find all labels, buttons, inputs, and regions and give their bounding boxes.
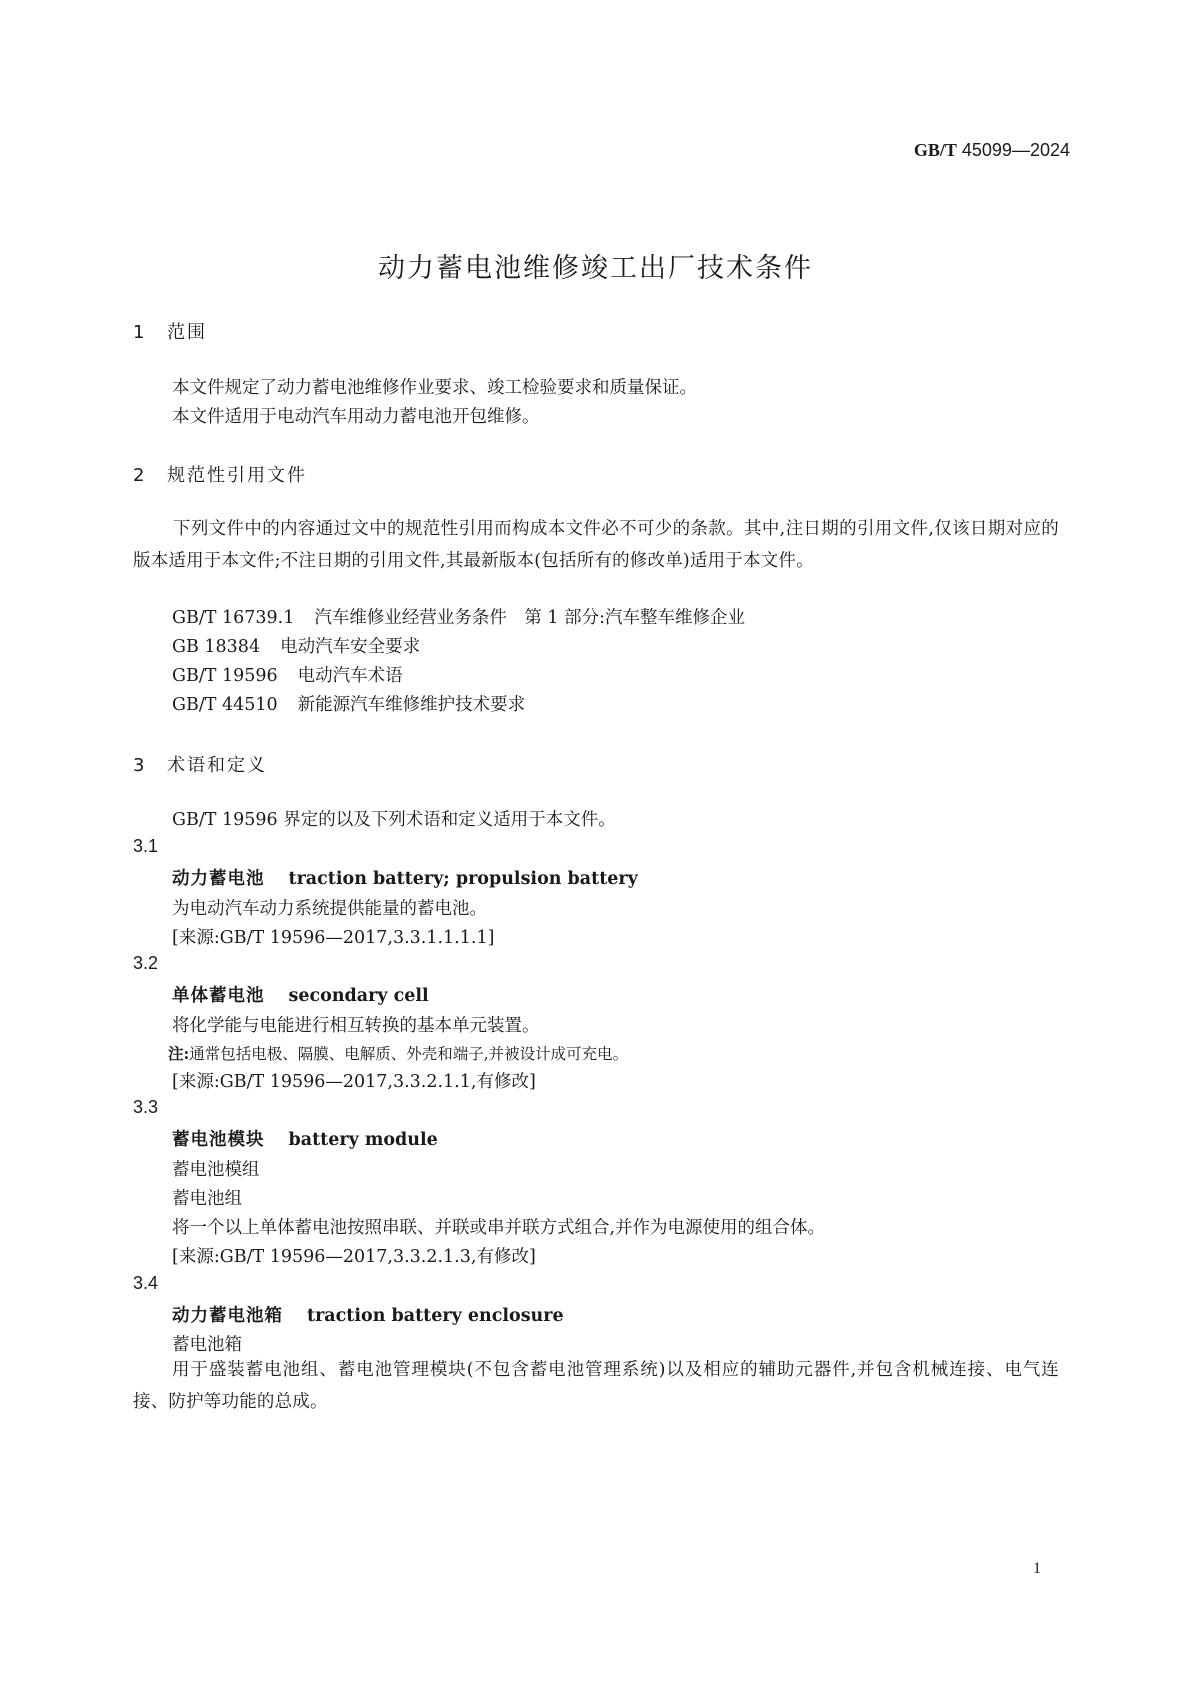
section-number: 2 (133, 465, 145, 486)
term-en: battery module (288, 1130, 438, 1150)
term-en: traction battery enclosure (307, 1306, 564, 1326)
reference-code: GB/T 16739.1 (172, 608, 295, 628)
reference-code: GB 18384 (172, 637, 261, 657)
section-title: 范围 (167, 322, 207, 343)
note-label: 注: (168, 1044, 190, 1063)
term-heading (172, 982, 429, 1007)
terms-intro: GB/T 19596 界定的以及下列术语和定义适用于本文件。 (172, 810, 616, 830)
term-en: traction battery; propulsion battery (288, 869, 638, 889)
term-number: 3.4 (133, 1273, 159, 1293)
reference-item (172, 604, 745, 629)
standard-prefix: GB/T (913, 140, 957, 160)
term-synonym: 蓄电池组 (172, 1189, 242, 1209)
document-title: 动力蓄电池维修竣工出厂技术条件 (378, 253, 813, 284)
term-zh: 动力蓄电池 (172, 869, 265, 889)
section-title: 规范性引用文件 (167, 465, 307, 486)
page-number: 1 (1033, 1560, 1041, 1577)
term-source: [来源:GB/T 19596—2017,3.3.2.1.3,有修改] (172, 1247, 536, 1267)
term-heading (172, 1126, 438, 1151)
section-title: 术语和定义 (167, 755, 267, 776)
term-source: [来源:GB/T 19596—2017,3.3.2.1.1,有修改] (172, 1072, 536, 1092)
reference-item (172, 633, 420, 658)
term-heading (172, 1302, 564, 1327)
section-3-heading (133, 751, 267, 777)
paragraph: 本文件适用于电动汽车用动力蓄电池开包维修。 (172, 407, 540, 427)
reference-code: GB/T 44510 (172, 695, 278, 715)
term-zh: 蓄电池模块 (172, 1130, 265, 1150)
standard-code: 45099—2024 (956, 140, 1070, 160)
section-1-heading (133, 318, 207, 344)
term-en: secondary cell (288, 986, 429, 1006)
reference-code: GB/T 19596 (172, 666, 278, 686)
term-number: 3.2 (133, 953, 159, 973)
reference-title: 汽车维修业经营业务条件 第 1 部分:汽车整车维修企业 (314, 608, 745, 628)
term-synonym: 蓄电池模组 (172, 1160, 260, 1180)
term-zh: 单体蓄电池 (172, 986, 265, 1006)
reference-title: 电动汽车安全要求 (280, 637, 421, 657)
term-number: 3.3 (133, 1097, 159, 1117)
term-synonym: 蓄电池箱 (172, 1335, 242, 1355)
term-heading (172, 865, 638, 890)
standard-number (914, 140, 1070, 161)
references-intro: 下列文件中的内容通过文中的规范性引用而构成本文件必不可少的条款。其中,注日期的引用文件,仅该日期对应的版本适用于本文件;不注日期的引用文件,其最新版本(包括所有的修改单)适用于本文件。 (133, 519, 1059, 571)
reference-item (172, 662, 403, 687)
section-number: 3 (133, 755, 145, 776)
section-number: 1 (133, 322, 145, 343)
term-number: 3.1 (133, 836, 159, 856)
reference-title: 新能源汽车维修维护技术要求 (297, 695, 526, 715)
reference-title: 电动汽车术语 (297, 666, 403, 686)
term-definition: 用于盛装蓄电池组、蓄电池管理模块(不包含蓄电池管理系统)以及相应的辅助元器件,并包含机械连接、电气连接、防护等功能的总成。 (133, 1360, 1059, 1412)
note-text: 通常包括电极、隔膜、电解质、外壳和端子,并被设计成可充电。 (189, 1045, 629, 1063)
term-definition: 将一个以上单体蓄电池按照串联、并联或串并联方式组合,并作为电源使用的组合体。 (172, 1218, 826, 1238)
reference-item (172, 691, 525, 716)
section-2-heading (133, 461, 307, 487)
term-definition: 将化学能与电能进行相互转换的基本单元装置。 (172, 1016, 540, 1036)
paragraph: 本文件规定了动力蓄电池维修作业要求、竣工检验要求和质量保证。 (172, 378, 697, 398)
term-zh: 动力蓄电池箱 (172, 1306, 283, 1326)
term-source: [来源:GB/T 19596—2017,3.3.1.1.1.1] (172, 928, 495, 948)
term-definition: 为电动汽车动力系统提供能量的蓄电池。 (172, 899, 487, 919)
term-note (168, 1042, 628, 1064)
